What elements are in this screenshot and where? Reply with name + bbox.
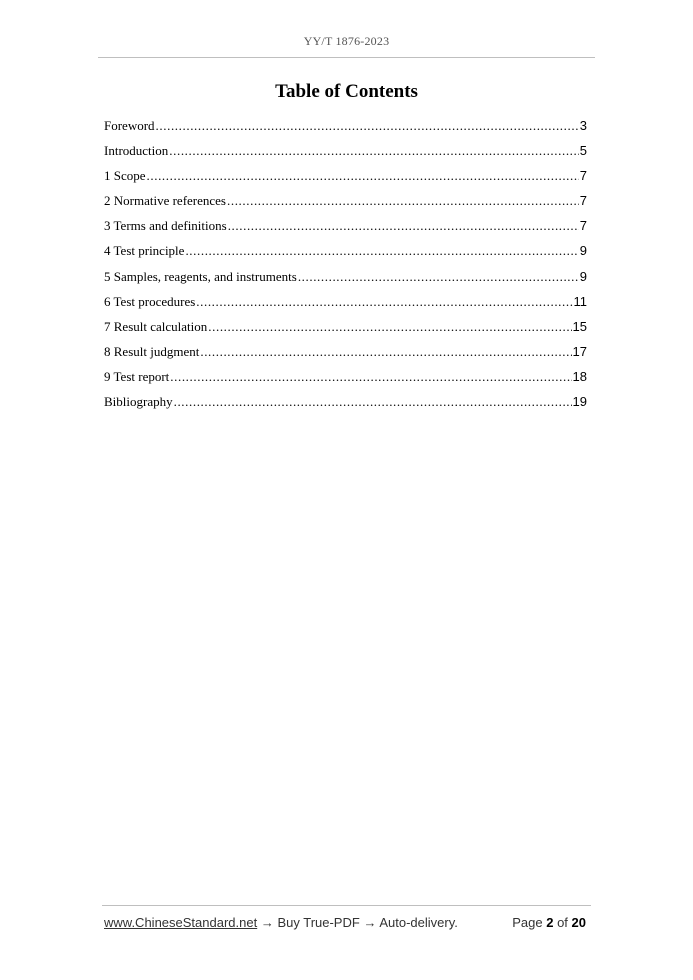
toc-dot-leader bbox=[228, 217, 579, 235]
toc-entry-label: 5 Samples, reagents, and instruments bbox=[104, 268, 297, 284]
toc-entry-foreword[interactable] bbox=[104, 117, 587, 142]
page-label: Page bbox=[512, 915, 543, 930]
toc-entry-test-principle[interactable] bbox=[104, 242, 587, 267]
buy-pdf-text: Buy True-PDF bbox=[277, 915, 360, 930]
toc-dot-leader bbox=[174, 393, 572, 411]
page-title: Table of Contents bbox=[275, 81, 418, 102]
toc-entry-label: 6 Test procedures bbox=[104, 293, 196, 309]
toc-page-number: 15 bbox=[572, 318, 587, 334]
page-of-label: of bbox=[557, 915, 568, 930]
toc-page-number: 19 bbox=[572, 394, 587, 410]
toc-page-number: 5 bbox=[579, 143, 587, 159]
page-indicator bbox=[512, 915, 586, 930]
toc-page-number: 17 bbox=[572, 343, 587, 359]
toc-entry-label: Foreword bbox=[104, 118, 155, 133]
toc-dot-leader bbox=[185, 242, 578, 260]
toc-dot-leader bbox=[169, 142, 579, 160]
toc-page-number: 11 bbox=[573, 293, 587, 309]
toc-dot-leader bbox=[147, 167, 579, 185]
table-of-contents bbox=[104, 117, 587, 418]
document-header bbox=[98, 34, 595, 49]
website-link[interactable]: www.ChineseStandard.net bbox=[104, 915, 258, 930]
toc-dot-leader bbox=[227, 192, 579, 210]
toc-dot-leader bbox=[208, 318, 571, 336]
toc-entry-introduction[interactable] bbox=[104, 142, 587, 167]
arrow-icon: → bbox=[260, 915, 274, 930]
toc-page-number: 9 bbox=[579, 268, 587, 284]
toc-entry-terms-and-definitions[interactable] bbox=[104, 217, 587, 242]
toc-entry-label: 9 Test report bbox=[104, 368, 170, 384]
toc-entry-normative-references[interactable] bbox=[104, 192, 587, 217]
footer-divider bbox=[102, 905, 591, 906]
header-divider bbox=[98, 57, 595, 58]
toc-entry-label: 8 Result judgment bbox=[104, 343, 200, 359]
toc-dot-leader bbox=[200, 343, 571, 361]
toc-page-number: 18 bbox=[572, 368, 587, 384]
toc-page-number: 3 bbox=[579, 118, 587, 133]
toc-entry-label: 2 Normative references bbox=[104, 193, 226, 209]
toc-dot-leader bbox=[298, 268, 579, 286]
current-page-number: 2 bbox=[546, 915, 554, 930]
toc-page-number: 7 bbox=[579, 168, 587, 184]
auto-delivery-text: Auto-delivery. bbox=[379, 915, 458, 930]
toc-entry-result-calculation[interactable] bbox=[104, 318, 587, 343]
total-pages-number: 20 bbox=[571, 915, 586, 930]
toc-entry-test-procedures[interactable] bbox=[104, 293, 587, 318]
toc-page-number: 7 bbox=[579, 218, 587, 234]
toc-entry-label: Introduction bbox=[104, 143, 169, 159]
toc-dot-leader bbox=[170, 368, 571, 386]
toc-dot-leader bbox=[196, 293, 572, 311]
toc-entry-label: 4 Test principle bbox=[104, 243, 185, 259]
toc-dot-leader bbox=[156, 117, 579, 135]
document-id: YY/T 1876-2023 bbox=[303, 34, 390, 48]
page-footer bbox=[104, 915, 586, 930]
toc-entry-label: Bibliography bbox=[104, 394, 173, 410]
toc-entry-test-report[interactable] bbox=[104, 368, 587, 393]
arrow-icon: → bbox=[363, 915, 377, 930]
toc-page-number: 9 bbox=[579, 243, 587, 259]
toc-entry-bibliography[interactable] bbox=[104, 393, 587, 418]
toc-entry-label: 3 Terms and definitions bbox=[104, 218, 227, 234]
toc-entry-scope[interactable] bbox=[104, 167, 587, 192]
toc-entry-samples-reagents-instruments[interactable] bbox=[104, 268, 587, 293]
toc-entry-label: 7 Result calculation bbox=[104, 318, 208, 334]
footer-promo bbox=[104, 915, 458, 930]
toc-entry-label: 1 Scope bbox=[104, 168, 146, 184]
toc-entry-result-judgment[interactable] bbox=[104, 343, 587, 368]
toc-page-number: 7 bbox=[579, 193, 587, 209]
